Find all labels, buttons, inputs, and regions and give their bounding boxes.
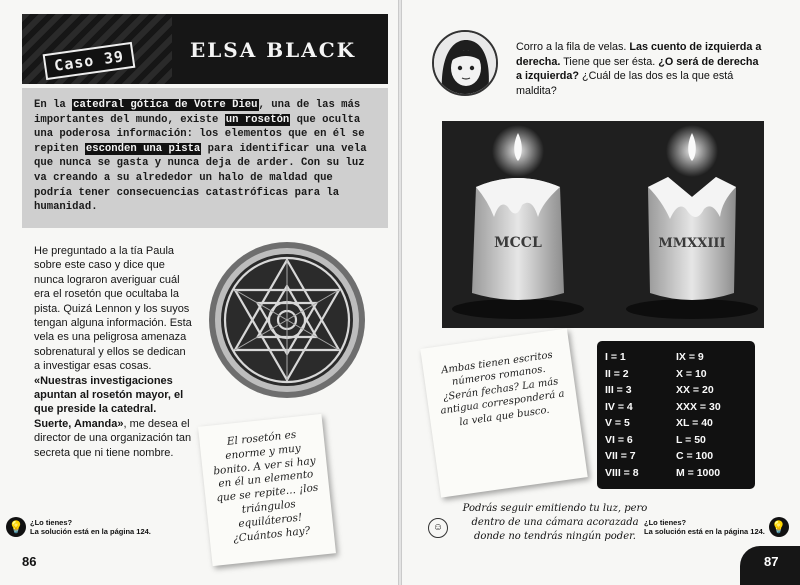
roman-entry: XL = 40 [676,417,713,430]
lightbulb-icon: 💡 [769,517,789,537]
handwritten-note-dates: Ambas tienen escritos números romanos. ¿Serán fechas? La más antigua corresponderá a la vela que busco. [420,328,587,497]
roman-entry: L = 50 [676,433,706,446]
intro-highlight-clue: esconden una pista [85,142,201,155]
story-question [516,40,766,98]
question-text: ¿Cuál de las dos es la que está maldita? [516,70,734,97]
hint-title: ¿Lo tienes? [644,518,687,527]
candles-illustration [442,121,764,328]
roman-entry: VIII = 8 [605,466,639,479]
intro-text: que oculta una poderosa información: los elementos que en él se repiten [34,113,365,155]
page-number: 87 [764,554,779,569]
case-number-badge: Caso 39 [43,42,136,80]
roman-entry: XXX = 30 [676,400,721,413]
hint-title: ¿Lo tienes? [30,518,73,527]
rose-window-illustration [207,240,367,400]
closing-phrase: Podrás seguir emitiendo tu luz, pero dentro de una cámara acorazada donde no tendrás ningún poder. [462,503,648,542]
case-title: ELSA BLACK [189,38,356,62]
question-bold: ¿O será de derecha a izquierda? [516,55,759,83]
story-text: He preguntado a la tía Paula sobre este caso y dice que nunca lograron averiguar cuál era el rosetón que ocultaba la pista. Quizá Lennon y los suyos tengan alguna información. Esta vela es una peligrosa amenaza sobrenatural y ellos se dedican a investigar esas cosas. [34,245,192,373]
roman-entry: II = 2 [605,367,629,380]
hint-text: La solución está en la página 124. [30,527,151,536]
question-text: Corro a la fila de velas. [516,41,630,53]
candle-right-numeral: MMXXIII [658,236,726,251]
roman-entry: M = 1000 [676,466,721,479]
roman-entry: XX = 20 [676,384,714,397]
amanda-avatar [432,30,498,96]
left-page [0,0,398,585]
intro-highlight-cathedral: catedral gótica de Votre Dieu [73,99,258,111]
roman-numeral-table [597,341,755,489]
handwritten-note-rosette: El rosetón es enorme y muy bonito. A ver si hay en él un elemento que se repite... ¡los triángulos equiláteros! ¿Cuántos hay? [198,414,336,566]
intro-text: En la [34,99,73,111]
roman-entry: V = 5 [605,417,630,430]
roman-entry: IX = 9 [676,351,704,363]
smiley-icon: ☺ [428,518,448,538]
question-text: Tiene que ser ésta. [560,55,659,68]
case-intro-box [22,88,388,228]
roman-entry: VI = 6 [605,433,633,446]
roman-column-right [676,351,747,479]
story-text: , me desea el director de una organización tan secreta que ni tiene nombre. [34,417,192,459]
girl-portrait-icon [434,32,496,94]
page-number: 86 [22,554,37,569]
intro-text: para identificar una vela que nunca se gasta y nunca deja de arder. Con su luz va creando a su alrededor un halo de maldad que podría tener consecuencias catastróficas para la humanidad. [34,142,367,214]
hint-box [6,512,151,542]
roman-entry: C = 100 [676,450,714,463]
roman-entry: III = 3 [605,384,632,397]
story-bold-quote: «Nuestras investigaciones apuntan al rosetón mayor, el que preside la catedral. Suerte, Amanda» [34,374,184,430]
hint-box-right [644,512,789,542]
case-header-banner [22,14,388,84]
question-bold: Las cuento de izquierda a derecha. [516,41,762,68]
intro-highlight-rosette: un rosetón [225,113,290,126]
lightbulb-icon: 💡 [6,517,26,537]
two-candles-image [442,121,764,328]
roman-entry: VII = 7 [605,450,636,463]
roman-column-left [605,351,676,479]
candle-left-numeral: MCCL [494,235,542,251]
intro-text: , una de las más importantes del mundo, existe [34,99,361,126]
story-paragraph [34,244,192,460]
hint-text: La solución está en la página 124. [644,527,765,536]
roman-entry: IV = 4 [605,400,633,413]
roman-entry: I = 1 [605,351,626,363]
roman-entry: X = 10 [676,367,707,380]
